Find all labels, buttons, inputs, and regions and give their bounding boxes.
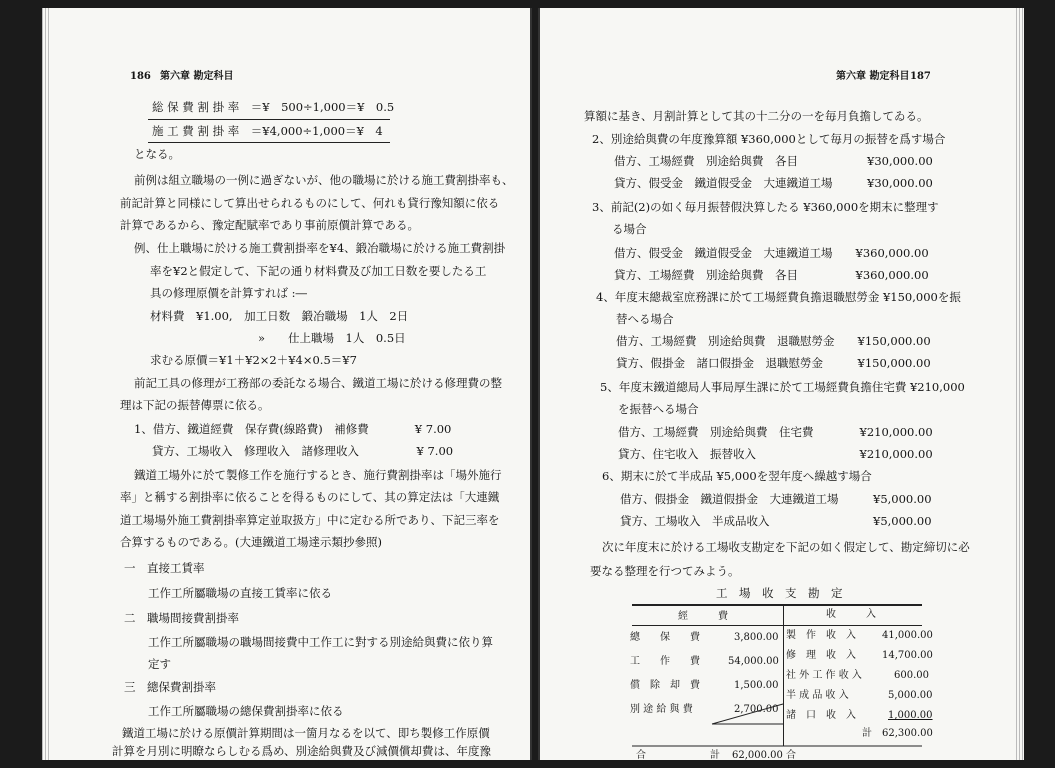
journal-entry: 借方、假掛金 鐵道假掛金 大連鐵道工場 ¥5,000.00 (620, 492, 932, 506)
income-amount: 5,000.00 (888, 690, 933, 701)
list-heading: 三 總保費割掛率 (124, 680, 216, 694)
expense-amount: 54,000.00 (728, 656, 779, 667)
left-page-number: 186 (130, 71, 151, 82)
left-page (42, 8, 532, 760)
text-line: 道工場場外施工費割掛率算定並取扱方」中に定むる所であり、下記三率を (120, 513, 500, 527)
text-line: 前記計算と同様にして算出せられるものにして、何れも貸行豫知額に依る (120, 196, 500, 210)
expense-label: 別 途 給 與 費 (630, 704, 693, 715)
journal-entry: 貸方、住宅收入 振替收入 ¥210,000.00 (618, 447, 933, 461)
text-line: 求むる原價＝¥1＋¥2×2＋¥4×0.5＝¥7 (150, 353, 357, 367)
formula-rule (148, 142, 390, 143)
total-label-left: 合 (636, 750, 646, 760)
text-line: » 仕上職場 1人 0.5日 (258, 331, 406, 345)
text-line: 次に年度末に於ける工場收支勘定を下記の如く假定して、勘定締切に必 (602, 540, 970, 554)
text-line: 理は下記の振替傳票に依る。 (120, 398, 270, 412)
text-line: 率を¥2と假定して、下記の通り材料費及び加工日数を要したる工 (150, 264, 487, 278)
income-label: 製 作 收 入 (786, 630, 856, 641)
journal-entry: 借方、工場經費 別途給與費 各目 ¥30,000.00 (614, 154, 933, 168)
income-subtotal-amount: 62,300.00 (882, 728, 933, 739)
entry-heading: 2、別途給與費の年度豫算額 ¥360,000として毎月の振替を爲す場合 (592, 132, 946, 146)
text-line: 具の修理原價を計算すれば :― (150, 286, 308, 300)
entry-heading: 4、年度末總裁室庶務課に於て工場經費負擔退職慰勞金 ¥150,000を振 (596, 290, 961, 304)
list-heading: 二 職場間接費割掛率 (124, 611, 239, 625)
text-line: 要なる整理を行つてみよう。 (590, 564, 740, 578)
expense-amount: 3,800.00 (734, 632, 779, 643)
total-label-mid: 計 (710, 750, 720, 760)
right-page-number: 187 (910, 71, 931, 82)
left-chapter-header: 第六章 勘定科目 (160, 71, 234, 82)
text-line: 合算するものである。(大連鐵道工場達示類抄參照) (120, 535, 382, 549)
income-label: 修 理 收 入 (786, 650, 856, 661)
income-amount: 14,700.00 (882, 650, 933, 661)
journal-entry: 貸方、假掛金 諸口假掛金 退職慰勞金 ¥150,000.00 (616, 356, 931, 370)
formula-rule (148, 119, 390, 120)
expense-total-amount: 62,000.00 (732, 750, 783, 760)
text-line: 計算であるから、豫定配賦率であり事前原價計算である。 (120, 218, 419, 232)
income-amount: 600.00 (894, 670, 929, 681)
income-amount: 1,000.00 (888, 710, 933, 721)
journal-entry: 1、借方、鐵道經費 保存費(線路費) 補修費 ¥ 7.00 (134, 422, 452, 436)
entry-heading: 5、年度末鐵道總局人事局厚生課に於て工場經費負擔住宅費 ¥210,000 (600, 380, 965, 394)
page-edge (42, 8, 50, 760)
entry-heading: 6、期末に於て半成品 ¥5,000を翌年度へ繰越す場合 (602, 469, 872, 483)
journal-entry: 借方、假受金 鐵道假受金 大連鐵道工場 ¥360,000.00 (614, 246, 929, 260)
right-chapter-header: 第六章 勘定科目 (836, 71, 910, 82)
expense-label: 總 保 費 (630, 632, 700, 643)
entry-heading: 替へる場合 (616, 312, 674, 326)
text-line: 計算を月別に明瞭ならしむる爲め、別途給與費及び減價償却費は、年度豫 (112, 744, 492, 758)
journal-entry: 借方、工場經費 別途給與費 住宅費 ¥210,000.00 (618, 425, 933, 439)
right-page (538, 8, 1024, 760)
text-line: 算額に基き、月割計算として其の十二分の一を毎月負擔してゐる。 (584, 109, 929, 123)
list-text: 工作工所屬職場の總保費割掛率に依る (148, 704, 344, 718)
journal-entry: 貸方、假受金 鐵道假受金 大連鐵道工場 ¥30,000.00 (614, 176, 933, 190)
text-line: となる。 (134, 147, 180, 161)
expense-label: 工 作 費 (630, 656, 700, 667)
list-text: 工作工所屬職場の職場間接費中工作工に對する別途給與費に依り算 (148, 635, 493, 649)
list-heading: 一 直接工賃率 (124, 561, 205, 575)
expense-label: 償 除 却 費 (630, 680, 700, 691)
text-line: 材料費 ¥1.00, 加工日数 鍛冶職場 1人 2日 (150, 309, 409, 323)
expense-amount: 2,700.00 (734, 704, 779, 715)
formula-general-expense: 総 保 費 割 掛 率 ＝¥ 500÷1,000＝¥ 0.5 (152, 100, 395, 114)
entry-heading: を振替へる場合 (618, 402, 699, 416)
text-line: 前例は組立職場の一例に過ぎないが、他の職場に於ける施工費割掛率も、 (134, 173, 514, 187)
table-title: 工 場 收 支 勘 定 (716, 586, 843, 600)
total-label-right: 合 (786, 750, 796, 760)
text-line: 前記工具の修理が工務部の委託なる場合、鐵道工場に於ける修理費の整 (134, 376, 502, 390)
entry-heading: 3、前記(2)の如く毎月振替假決算したる ¥360,000を期末に整理す (592, 200, 939, 214)
expense-amount: 1,500.00 (734, 680, 779, 691)
text-line: 鐵道工場に於ける原價計算期間は一箇月なるを以て、即ち製修工作原價 (122, 726, 490, 740)
journal-entry: 貸方、工場經費 別途給與費 各目 ¥360,000.00 (614, 268, 929, 282)
income-label: 諸 口 收 入 (786, 710, 856, 721)
list-text: 定す (148, 657, 171, 671)
income-amount: 41,000.00 (882, 630, 933, 641)
income-header: 收 入 (826, 609, 876, 620)
text-line: 例、仕上職場に於ける施工費割掛率を¥4、鍛冶職場に於ける施工費割掛 (134, 241, 506, 255)
journal-entry: 借方、工場經費 別途給與費 退職慰勞金 ¥150,000.00 (616, 334, 931, 348)
expense-header: 經 費 (678, 611, 728, 622)
income-label: 社 外 工 作 收 入 (786, 670, 862, 681)
table-diagonal-rules (540, 8, 1024, 760)
entry-heading: る場合 (612, 222, 647, 236)
income-subtotal-label: 計 (862, 728, 872, 739)
journal-entry: 貸方、工場收入 半成品收入 ¥5,000.00 (620, 514, 932, 528)
list-text: 工作工所屬職場の直接工賃率に依る (148, 586, 332, 600)
journal-entry: 貸方、工場收入 修理收入 諸修理收入 ¥ 7.00 (152, 444, 454, 458)
income-label: 半 成 品 收 入 (786, 690, 849, 701)
text-line: 率」と稱する割掛率に依ることを得るものにして、其の算定法は「大連鐵 (120, 490, 500, 504)
formula-construction-expense: 施 工 費 割 掛 率 ＝¥4,000÷1,000＝¥ 4 (152, 124, 383, 138)
text-line: 鐵道工場外に於て製修工作を施行するとき、施行費割掛率は「場外施行 (134, 468, 502, 482)
